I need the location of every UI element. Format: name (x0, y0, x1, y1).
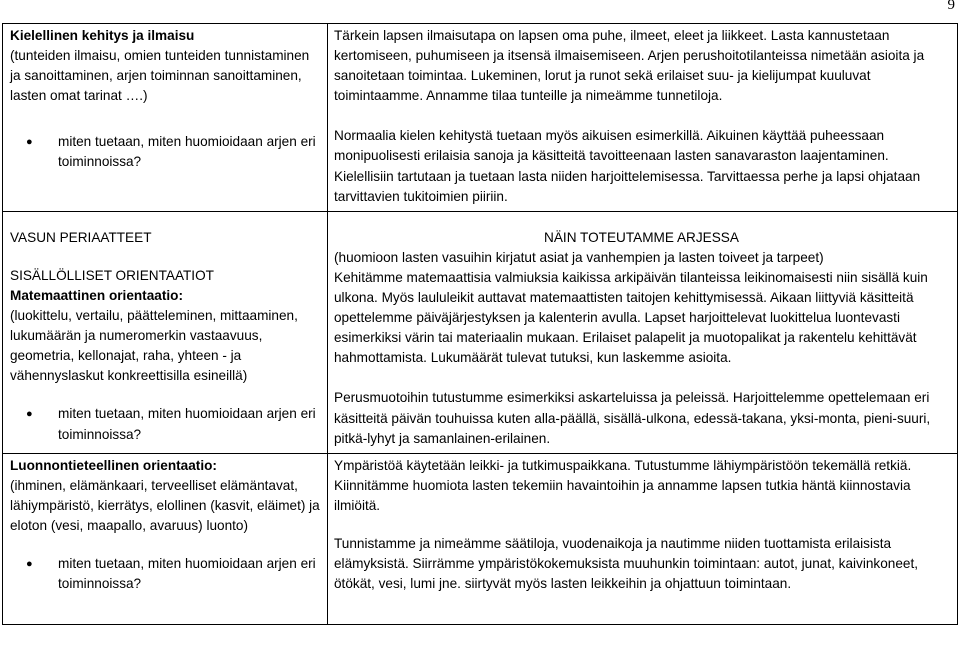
content-orientations-heading: SISÄLLÖLLISET ORIENTAATIOT (10, 267, 214, 283)
nature-heading: Luonnontieteellinen orientaatio: (10, 457, 217, 473)
language-detail: (tunteiden ilmaisu, omien tunteiden tunnistaminen ja sanoittaminen, arjen toiminnan sanoittaminen, lasten omat tarinat ….) (10, 48, 310, 104)
table-row-math (3, 211, 958, 453)
bullet-icon: ● (26, 558, 33, 571)
nature-detail: (ihminen, elämänkaari, terveelliset elämäntavat, lähiympäristö, kierrätys, elollinen (kasvit, eläimet) ja eloton (vesi, maapallo, avaruus) luonto) (10, 477, 320, 533)
orientation-cell-math (3, 211, 328, 453)
math-practice-para2: Perusmuotoihin tutustumme esimerkiksi askarteluissa ja peleissä. Harjoittelemme opettelemaan eri käsitteitä päivän touhuissa kuten alla-päällä, sisällä-ulkona, edessä-takana, yksi-monta, pieni-suuri, pitkä-lyhyt ja samanlainen-erilainen. (334, 390, 931, 446)
table-row-language (3, 24, 958, 212)
content-table (2, 23, 958, 625)
table-row-nature (3, 453, 958, 625)
math-bullet-text: miten tuetaan, miten huomioidaan arjen eri toiminnoissa? (58, 406, 316, 442)
practice-subtitle: (huomioon lasten vasuihin kirjatut asiat ja vanhempien ja lasten toiveet ja tarpeet) (334, 249, 824, 265)
vasu-principles-heading: VASUN PERIAATTEET (10, 229, 152, 245)
math-bullet (10, 404, 321, 444)
page-number: 9 (947, 0, 955, 13)
language-practice-para2: Normaalia kielen kehitystä tuetaan myös aikuisen esimerkillä. Aikuinen käyttää puheessaan monipuolisesti erilaisia sanoja ja käsitteitä tavoitteenaan lasten sanavaraston laajentaminen. Kielellisiin tartutaan ja tuetaan lasta niiden harjoittelemisessa. Tarvittaessa perhe ja lapsi ohjataan tarvittavien tukitoimien piiriin. (334, 128, 921, 204)
math-detail: (luokittelu, vertailu, päätteleminen, mittaaminen, lukumäärän ja numeromerkin vastaavuus, geometria, kellonajat, raha, yhteen - ja vähennyslaskut konkreettisilla esineillä) (10, 308, 298, 384)
practice-title: NÄIN TOTEUTAMME ARJESSA (544, 229, 739, 245)
orientation-cell-nature (3, 453, 328, 625)
nature-practice-para1: Ympäristöä käytetään leikki- ja tutkimuspaikkana. Tutustumme lähiympäristöön tekemällä retkiä. Kiinnitämme huomiota lasten tekemiin havaintoihin ja annamme lapsen tutkia häntä kiinnostavia ilmiöitä. (334, 457, 912, 513)
math-practice-para1: Kehitämme matemaattisia valmiuksia kaikissa arkipäivän tilanteissa leikinomaisesti niin sisällä kuin ulkona. Myös laululeikit auttavat matemaattisten taitojen kehittymisessä. Aikaan liittyviä käsitteitä opettelemme päiväjärjestyksen ja kalenterin avulla. Lapset harjoittelevat luokittelua luontevasti esimerkiksi värin tai materiaalin mukaan. Erilaiset palapelit ja muotopalikat ja rakentelu kehittävät hahmottamista. Lukumäärät tulevat tutuksi, kun laskemme asioita. (334, 269, 928, 366)
practice-cell-nature (328, 453, 958, 625)
nature-practice-para2: Tunnistamme ja nimeämme säätiloja, vuodenaikoja ja nautimme niiden tuottamista erilaisista elämyksistä. Siirrämme ympäristökokemuksista muuhunkin toimintaan: autot, junat, kaivinkoneet, ötökät, vesi, lumi jne. siirtyvät myös lasten leikkeihin ja ohjattuun toimintaan. (334, 535, 919, 592)
language-practice-para1: Tärkein lapsen ilmaisutapa on lapsen oma puhe, ilmeet, eleet ja liikkeet. Lasta kannustetaan kertomiseen, puhumiseen ja itsensä ilmaisemiseen. Arjen perushoitotilanteissa nimetään asioita ja sanoitetaan toimintaa. Lukeminen, lorut ja runot sekä erilaiset suu- ja kielijumpat kuuluvat toimintaamme. Annamme tilaa tunteille ja nimeämme tunnetiloja. (334, 28, 925, 104)
orientation-cell-language (3, 24, 328, 212)
bullet-icon: ● (26, 408, 33, 421)
bullet-icon: ● (26, 136, 33, 149)
language-bullet (10, 132, 321, 172)
practice-cell-language (328, 24, 958, 212)
nature-bullet (10, 554, 321, 594)
language-bullet-text: miten tuetaan, miten huomioidaan arjen eri toiminnoissa? (58, 134, 316, 170)
nature-bullet-text: miten tuetaan, miten huomioidaan arjen eri toiminnoissa? (58, 556, 316, 592)
practice-cell-math (328, 211, 958, 453)
math-heading: Matemaattinen orientaatio: (10, 287, 183, 303)
language-heading: Kielellinen kehitys ja ilmaisu (10, 28, 195, 43)
